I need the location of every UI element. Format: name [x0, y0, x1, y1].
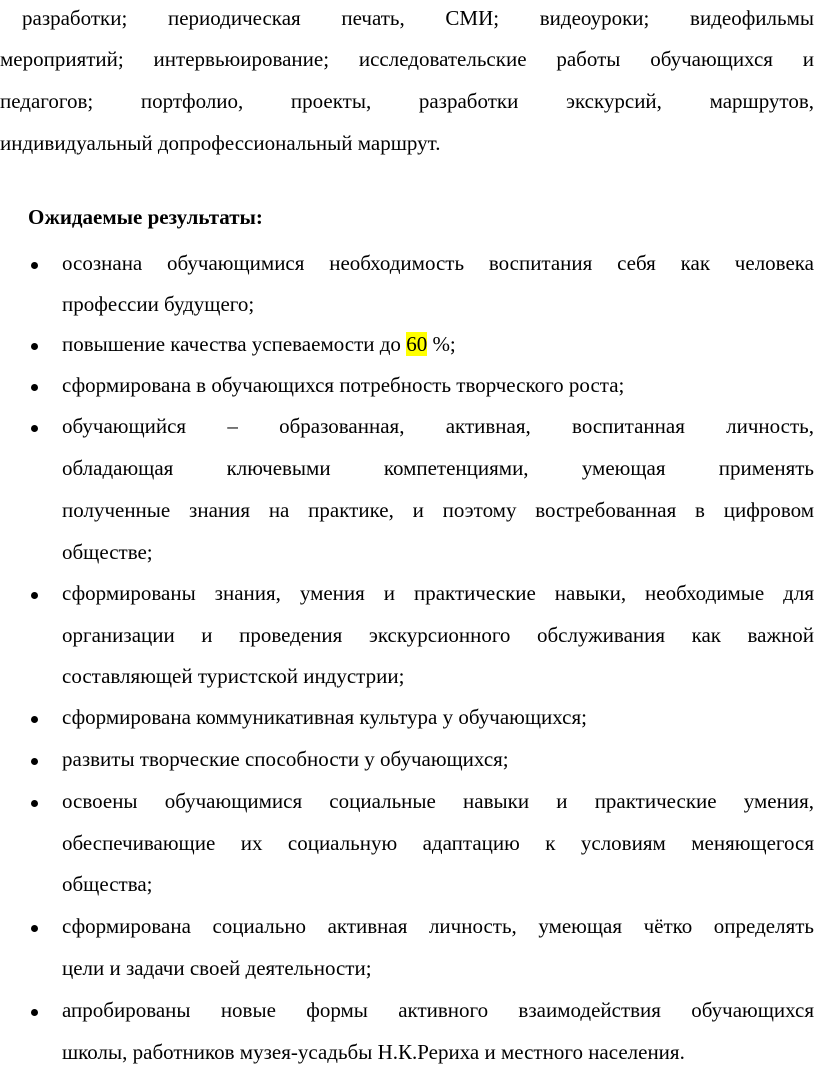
list-item-line: обществе;	[62, 540, 153, 564]
list-item-line: общества;	[62, 872, 153, 896]
list-item-line: сформирована социально активная личность, умеющая чётко определять	[62, 914, 814, 938]
list-item-line: сформированы знания, умения и практические навыки, необходимые для	[62, 581, 814, 605]
list-item-line: цели и задачи своей деятельности;	[62, 956, 372, 980]
bullet-icon	[31, 716, 38, 723]
intro-line: мероприятий; интервьюирование; исследовательские работы обучающихся и	[0, 47, 814, 71]
bullet-icon	[31, 800, 38, 807]
list-item-line: обладающая ключевыми компетенциями, умеющая применять	[62, 456, 814, 480]
bullet-icon	[31, 1009, 38, 1016]
bullet-icon	[31, 343, 38, 350]
list-item-line: профессии будущего;	[62, 292, 255, 316]
list-item-line: развиты творческие способности у обучающихся;	[62, 747, 509, 771]
list-item-line: сформирована в обучающихся потребность творческого роста;	[62, 373, 625, 397]
highlighted-value: 60	[406, 332, 428, 356]
bullet-icon	[31, 425, 38, 432]
bullet-icon	[31, 262, 38, 269]
list-item-line: апробированы новые формы активного взаимодействия обучающихся	[62, 998, 814, 1022]
list-item-line: составляющей туристской индустрии;	[62, 664, 405, 688]
list-item-line: школы, работников музея-усадьбы Н.К.Рериха и местного населения.	[62, 1040, 685, 1064]
list-item-line: освоены обучающимися социальные навыки и практические умения,	[62, 789, 814, 813]
list-item-text: повышение качества успеваемости до	[62, 332, 407, 356]
list-item-line: полученные знания на практике, и поэтому востребованная в цифровом	[62, 498, 814, 522]
intro-line: разработки; периодическая печать, СМИ; видеоуроки; видеофильмы	[22, 6, 814, 30]
intro-line: педагогов; портфолио, проекты, разработки экскурсий, маршрутов,	[0, 89, 814, 113]
list-item-line: обучающийся – образованная, активная, воспитанная личность,	[62, 414, 814, 438]
list-item-line: организации и проведения экскурсионного обслуживания как важной	[62, 623, 814, 647]
list-item-line: осознана обучающимися необходимость воспитания себя как человека	[62, 251, 814, 275]
bullet-icon	[31, 384, 38, 391]
bullet-icon	[31, 592, 38, 599]
results-heading: Ожидаемые результаты:	[28, 205, 263, 229]
intro-line: индивидуальный допрофессиональный маршрут.	[0, 131, 441, 155]
list-item-line: обеспечивающие их социальную адаптацию к условиям меняющегося	[62, 831, 814, 855]
list-item-text: %;	[427, 332, 456, 356]
bullet-icon	[31, 925, 38, 932]
list-item-line	[62, 329, 456, 359]
list-item-line: сформирована коммуникативная культура у обучающихся;	[62, 705, 587, 729]
bullet-icon	[31, 758, 38, 765]
